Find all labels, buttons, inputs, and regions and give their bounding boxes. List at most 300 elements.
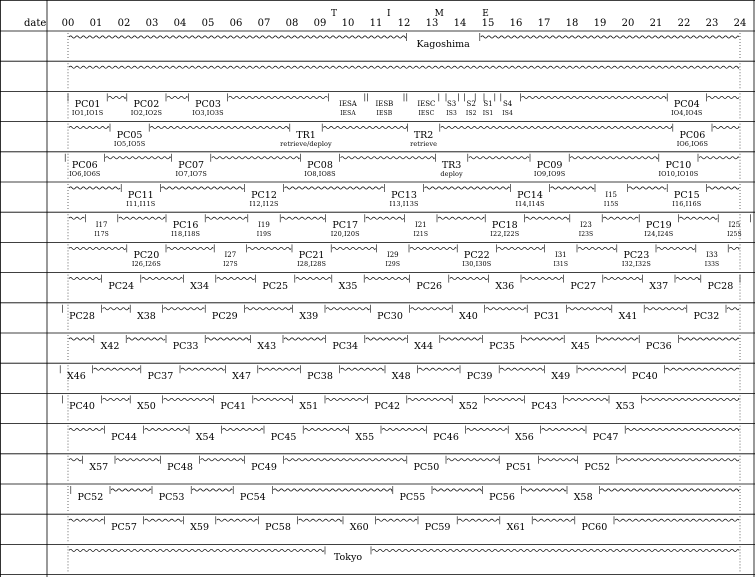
station-event: [72, 100, 103, 118]
sea-transit-line: [469, 157, 529, 159]
station-name: PC26: [416, 280, 443, 292]
sea-transit-line: [69, 429, 103, 431]
station-name: X54: [195, 431, 215, 443]
time-letter: I: [387, 9, 391, 19]
sea-transit-line: [103, 308, 130, 310]
station-name: X37: [649, 280, 669, 292]
instrument-codes: I11,I11S: [126, 200, 156, 208]
station-name: PC37: [147, 371, 174, 383]
instrument-codes: IS3: [446, 110, 457, 118]
instrument-codes: I29S: [385, 261, 401, 269]
station-event: [646, 342, 672, 351]
station-event: [433, 433, 459, 442]
station-event: [304, 161, 335, 179]
instrument-codes: I27S: [223, 261, 238, 269]
station-name: PC52: [584, 461, 611, 473]
sea-transit-line: [497, 247, 543, 249]
station-event: [111, 433, 137, 442]
hour-label: 15: [481, 18, 495, 29]
instrument-codes: IS1: [482, 110, 494, 118]
station-name: I33: [706, 251, 718, 260]
hour-label: 08: [285, 18, 299, 29]
sea-transit-line: [411, 308, 452, 310]
station-event: [672, 191, 701, 209]
sea-transit-line: [105, 157, 170, 159]
sea-transit-line: [69, 187, 120, 189]
sea-transit-line: [222, 429, 263, 431]
sea-transit-line: [539, 459, 576, 461]
hour-label: 03: [145, 18, 159, 29]
station-name: I19: [258, 221, 270, 230]
station-event: [67, 372, 86, 381]
station-event: [417, 40, 470, 49]
instrument-codes: I19S: [256, 231, 272, 239]
sea-transit-line: [69, 338, 93, 340]
sea-transit-line: [565, 398, 608, 400]
sea-transit-line: [94, 368, 140, 370]
sea-transit-line: [410, 247, 456, 249]
sea-transit-line: [418, 368, 459, 370]
hour-label: 21: [649, 18, 663, 29]
instrument-codes: IO7,IO7S: [175, 169, 207, 178]
instrument-codes: I26,I26S: [131, 260, 161, 269]
station-name: PC11: [127, 190, 154, 201]
station-event: [400, 493, 426, 502]
instrument-codes: I31S: [553, 261, 569, 269]
station-name: TR1: [296, 129, 316, 141]
station-name: PC51: [505, 461, 532, 473]
sea-transit-line: [707, 96, 739, 98]
station-name: PC31: [533, 310, 560, 322]
station-event: [490, 221, 519, 239]
instrument-codes: retrieve: [410, 139, 438, 148]
station-event: [727, 221, 742, 239]
station-event: [212, 312, 238, 321]
station-name: PC52: [77, 492, 104, 503]
sea-transit-line: [425, 187, 510, 189]
station-event: [459, 312, 478, 321]
station-event: [574, 493, 593, 502]
sea-transit-line: [500, 368, 543, 370]
instrument-codes: IO9,IO9S: [533, 169, 566, 178]
sea-transit-line: [119, 217, 165, 219]
station-event: [131, 100, 162, 118]
station-event: [171, 221, 200, 239]
station-name: IESC: [417, 100, 436, 109]
sea-transit-line: [676, 278, 700, 280]
sea-transit-line: [438, 217, 484, 219]
sea-transit-line: [382, 429, 425, 431]
station-name: PC49: [251, 461, 277, 473]
sea-transit-line: [523, 338, 564, 340]
instrument-codes: IS4: [502, 110, 513, 118]
station-name: PC58: [265, 522, 291, 534]
station-name: X57: [89, 461, 109, 473]
station-event: [708, 282, 734, 291]
station-name: PC33: [172, 341, 199, 352]
station-event: [534, 161, 565, 179]
station-name: PC57: [111, 522, 137, 534]
sea-transit-line: [127, 338, 165, 340]
sea-transit-line: [699, 157, 739, 159]
sea-transit-line: [69, 519, 103, 521]
sea-transit-line: [521, 96, 666, 98]
instrument-codes: I32,I32S: [621, 260, 651, 269]
station-name: X38: [136, 310, 156, 322]
station-name: X41: [618, 310, 638, 322]
station-name: Tokyo: [333, 552, 363, 564]
sea-transit-line: [657, 247, 695, 249]
station-event: [571, 342, 590, 351]
station-name: PC29: [211, 310, 238, 322]
station-event: [257, 221, 272, 239]
station-name: PC16: [172, 220, 199, 232]
sea-transit-line: [201, 459, 244, 461]
sea-transit-line: [679, 217, 717, 219]
instrument-codes: IO1,IO1S: [71, 109, 104, 118]
station-event: [467, 372, 493, 381]
station-event: [299, 402, 318, 411]
time-letter: E: [482, 9, 489, 19]
sea-transit-line: [642, 398, 739, 400]
station-event: [94, 221, 109, 239]
station-event: [159, 493, 185, 502]
station-event: [78, 493, 104, 502]
station-name: I17: [95, 221, 108, 230]
instrument-codes: retrieve/deploy: [280, 139, 332, 148]
station-event: [251, 463, 277, 472]
station-event: [515, 433, 534, 442]
station-name: PC25: [262, 280, 289, 292]
hour-label: 07: [257, 18, 271, 29]
station-event: [334, 553, 362, 562]
station-name: S2: [466, 100, 476, 109]
instrument-codes: IESB: [376, 110, 393, 118]
station-event: [350, 523, 369, 532]
sea-transit-line: [248, 247, 291, 249]
instrument-codes: I20,I20S: [330, 230, 360, 239]
station-name: PC30: [377, 310, 403, 322]
station-name: PC38: [307, 371, 333, 383]
station-event: [148, 372, 174, 381]
station-name: PC56: [489, 492, 515, 503]
station-name: I23: [580, 221, 592, 230]
station-event: [331, 221, 360, 239]
station-event: [192, 100, 223, 118]
station-name: PC34: [332, 341, 359, 352]
station-event: [339, 282, 358, 291]
sea-transit-line: [285, 459, 406, 461]
station-event: [386, 251, 401, 269]
station-name: X56: [514, 431, 534, 443]
station-name: X46: [66, 371, 86, 383]
sea-transit-line: [486, 308, 527, 310]
sea-transit-line: [707, 187, 739, 189]
station-event: [190, 282, 209, 291]
station-name: PC05: [116, 129, 143, 141]
sea-transit-line: [69, 459, 82, 461]
sea-transit-line: [281, 217, 324, 219]
station-event: [297, 251, 326, 269]
station-event: [417, 100, 435, 118]
station-event: [240, 493, 266, 502]
station-name: X40: [458, 310, 478, 322]
sea-transit-line: [164, 398, 213, 400]
sea-transit-line: [296, 278, 331, 280]
station-name: X55: [355, 431, 375, 443]
station-name: S4: [502, 100, 513, 109]
instrument-codes: I28,I28S: [297, 260, 327, 269]
hour-label: 16: [509, 18, 523, 29]
sea-transit-line: [273, 489, 391, 491]
instrument-codes: IO6,IO6S: [69, 169, 101, 178]
instrument-codes: I15S: [603, 201, 619, 208]
station-event: [582, 523, 608, 532]
station-event: [69, 312, 95, 321]
station-name: PC27: [570, 280, 597, 292]
instrument-codes: I33S: [704, 261, 720, 269]
station-name: PC10: [665, 159, 692, 171]
instrument-codes: IESA: [340, 110, 356, 118]
station-event: [111, 523, 137, 532]
sea-transit-line: [570, 157, 658, 159]
sea-transit-line: [433, 489, 481, 491]
sea-transit-line: [551, 187, 594, 189]
sea-transit-line: [603, 217, 638, 219]
station-name: PC08: [307, 159, 333, 171]
station-event: [232, 372, 251, 381]
station-event: [425, 523, 451, 532]
station-event: [265, 523, 291, 532]
station-event: [551, 372, 570, 381]
station-name: PC50: [413, 461, 440, 473]
station-name: PC02: [133, 99, 160, 111]
instrument-codes: IO10,IO10S: [658, 169, 699, 178]
station-event: [446, 100, 457, 118]
station-name: X39: [299, 310, 319, 322]
sea-transit-line: [254, 398, 292, 400]
station-event: [570, 282, 596, 291]
sea-transit-line: [111, 489, 151, 491]
instrument-codes: I25S: [727, 231, 742, 239]
sea-transit-line: [604, 278, 642, 280]
sea-transit-line: [326, 308, 369, 310]
station-name: TR3: [441, 159, 462, 171]
sea-transit-line: [578, 247, 616, 249]
station-event: [307, 372, 333, 381]
station-event: [671, 100, 702, 118]
sea-transit-line: [284, 338, 325, 340]
station-name: PC55: [399, 492, 426, 503]
sea-transit-line: [441, 127, 672, 129]
sea-transit-line: [145, 519, 183, 521]
sea-transit-line: [525, 217, 568, 219]
sea-transit-line: [628, 187, 666, 189]
time-letter: M: [434, 9, 444, 19]
station-name: PC45: [270, 431, 297, 443]
station-event: [190, 523, 209, 532]
station-event: [69, 402, 95, 411]
station-name: X61: [506, 522, 526, 534]
instrument-codes: I16,I16S: [672, 200, 702, 208]
station-event: [616, 402, 635, 411]
station-event: [593, 433, 619, 442]
hour-label: 05: [201, 18, 215, 29]
station-event: [355, 433, 374, 442]
station-name: PC21: [298, 250, 325, 262]
instrument-codes: IO8,IO8S: [304, 169, 336, 178]
station-event: [137, 312, 156, 321]
instrument-codes: deploy: [440, 169, 463, 178]
instrument-codes: IO2,IO2S: [130, 109, 163, 118]
hour-label: 09: [313, 18, 327, 29]
station-event: [220, 402, 246, 411]
station-event: [257, 342, 276, 351]
sea-transit-line: [618, 459, 739, 461]
instrument-codes: I22,I22S: [490, 230, 520, 239]
station-event: [483, 100, 494, 118]
station-name: PC23: [623, 250, 650, 262]
station-event: [375, 100, 393, 118]
station-name: X44: [414, 341, 434, 352]
station-name: X35: [338, 280, 358, 292]
sea-transit-line: [285, 187, 384, 189]
sea-transit-line: [181, 368, 224, 370]
station-name: IESB: [375, 100, 394, 109]
station-name: PC12: [251, 190, 277, 201]
instrument-codes: IO4,IO4S: [671, 109, 703, 118]
station-event: [502, 100, 513, 118]
station-event: [705, 251, 720, 269]
station-name: PC53: [158, 492, 185, 503]
station-event: [459, 402, 478, 411]
sea-transit-line: [245, 308, 291, 310]
station-name: I27: [224, 251, 237, 260]
station-event: [658, 161, 698, 179]
station-name: TR2: [413, 129, 434, 141]
station-name: I15: [605, 191, 618, 199]
hour-label: 01: [89, 18, 103, 29]
sea-transit-line: [259, 368, 300, 370]
station-name: PC18: [491, 220, 518, 232]
station-name: PC07: [178, 159, 205, 171]
station-event: [374, 402, 400, 411]
sea-transit-line: [304, 429, 347, 431]
station-event: [632, 372, 658, 381]
station-name: PC42: [374, 401, 401, 413]
station-event: [175, 161, 206, 179]
station-name: PC04: [673, 99, 700, 111]
station-name: S3: [446, 100, 457, 109]
sea-transit-line: [600, 489, 739, 491]
station-name: PC46: [433, 431, 459, 443]
station-name: PC19: [645, 220, 672, 232]
sea-transit-line: [481, 36, 739, 38]
sea-transit-line: [217, 519, 258, 521]
station-event: [416, 282, 442, 291]
station-event: [694, 312, 720, 321]
instrument-codes: I23S: [578, 231, 594, 239]
hour-label: 12: [397, 18, 411, 29]
sea-transit-line: [366, 217, 404, 219]
station-name: X52: [458, 401, 478, 413]
hour-label: 10: [341, 18, 355, 29]
sea-transit-line: [578, 368, 624, 370]
station-event: [466, 100, 477, 118]
station-event: [377, 312, 403, 321]
sea-transit-line: [69, 36, 406, 38]
sea-transit-line: [167, 247, 213, 249]
station-name: X48: [391, 371, 411, 383]
station-name: S1: [483, 100, 493, 109]
station-event: [414, 342, 433, 351]
instrument-codes: IO3,IO3S: [192, 109, 224, 118]
station-event: [280, 131, 332, 149]
station-name: X60: [349, 522, 369, 534]
hour-label: 22: [677, 18, 691, 29]
station-event: [137, 402, 156, 411]
sea-transit-line: [108, 96, 126, 98]
station-name: PC06: [679, 129, 706, 141]
station-event: [534, 312, 560, 321]
station-name: PC01: [74, 99, 101, 111]
station-event: [392, 372, 411, 381]
station-name: PC48: [167, 461, 193, 473]
instrument-codes: I21S: [413, 231, 429, 239]
sea-transit-line: [69, 247, 126, 249]
station-event: [619, 312, 638, 321]
station-name: X59: [190, 522, 210, 534]
station-name: PC35: [489, 341, 515, 352]
sea-transit-line: [372, 549, 739, 551]
station-name: X53: [615, 401, 635, 413]
sea-transit-line: [458, 519, 499, 521]
station-name: X50: [136, 401, 156, 413]
station-name: X42: [100, 341, 120, 352]
instrument-codes: I17S: [94, 231, 109, 239]
station-name: X51: [299, 401, 319, 413]
sea-transit-line: [533, 519, 574, 521]
sea-transit-line: [142, 278, 183, 280]
station-name: PC54: [239, 492, 266, 503]
instrument-codes: I24,I24S: [644, 230, 674, 239]
station-name: PC24: [108, 280, 135, 292]
instrument-codes: IO5,IO5S: [113, 139, 146, 148]
time-letter: T: [331, 9, 338, 19]
sea-transit-line: [212, 157, 300, 159]
station-name: PC14: [517, 190, 543, 201]
station-event: [604, 191, 619, 209]
station-event: [332, 342, 358, 351]
station-event: [262, 282, 288, 291]
hour-label: 11: [369, 18, 383, 29]
station-event: [69, 161, 100, 179]
hour-label: 00: [61, 18, 75, 29]
sea-transit-line: [150, 127, 289, 129]
station-name: PC41: [220, 401, 247, 413]
hour-label: 17: [537, 18, 551, 29]
station-name: PC44: [111, 431, 137, 443]
hour-label: 06: [229, 18, 243, 29]
instrument-codes: I14,I14S: [515, 200, 545, 208]
station-event: [554, 251, 569, 269]
sea-transit-line: [366, 338, 407, 340]
station-event: [644, 221, 673, 239]
sea-transit-line: [341, 157, 435, 159]
station-event: [516, 191, 545, 209]
date-column-header: date: [24, 18, 47, 29]
station-name: X36: [495, 280, 515, 292]
